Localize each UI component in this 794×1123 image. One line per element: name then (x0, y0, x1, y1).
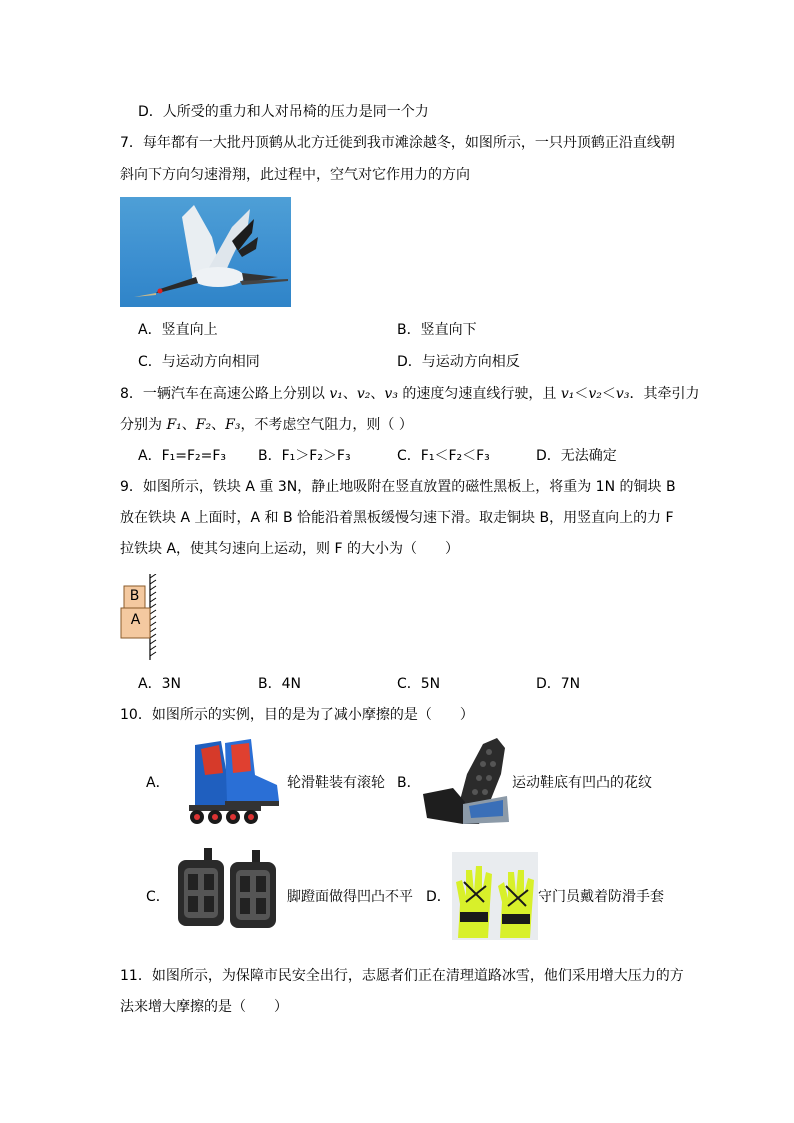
q6-option-d: D．人所受的重力和人对吊椅的压力是同一个力 (138, 104, 429, 120)
q10-stem: 10．如图所示的实例，目的是为了减小摩擦的是（ ） (120, 707, 474, 723)
q11-stem-line1: 11．如图所示，为保障市民安全出行，志愿者们正在清理道路冰雪，他们采用增大压力的方 (120, 968, 684, 984)
q10-option-a-letter: A． (146, 775, 170, 791)
q10-option-c-letter: C． (146, 889, 170, 905)
q8-option-a: A．F₁=F₂=F₃ (138, 448, 227, 464)
q7-option-c: C．与运动方向相同 (138, 354, 260, 370)
block-a-label: A (130, 612, 141, 628)
gloves-photo (452, 852, 538, 940)
q7-option-d: D．与运动方向相反 (397, 354, 520, 370)
crane-photo (120, 197, 291, 307)
q9-stem-line2: 放在铁块 A 上面时，A 和 B 恰能沿着黑板缓慢匀速下滑。取走铜块 B，用竖直向上的力 F (120, 510, 674, 526)
q8-stem-line1: 8．一辆汽车在高速公路上分别以 v₁、v₂、v₃ 的速度匀速直线行驶，且 v₁＜v₂＜v₃．其牵引力 (120, 386, 700, 402)
bicycle-pedal-icon (174, 848, 280, 932)
pedal-image (174, 848, 280, 932)
q7-stem-line1: 7．每年都有一大批丹顶鹤从北方迁徙到我市滩涂越冬，如图所示，一只丹顶鹤正沿直线朝 (120, 135, 675, 151)
q10-option-d-letter: D． (426, 889, 451, 905)
roller-skate-icon (175, 735, 281, 827)
q10-option-b-text: 运动鞋底有凹凸的花纹 (512, 775, 652, 791)
sneaker-image (423, 734, 511, 828)
q9-stem-line3: 拉铁块 A，使其匀速向上运动，则 F 的大小为（ ） (120, 541, 459, 557)
q10-option-d-text: 守门员戴着防滑手套 (538, 889, 664, 905)
q9-option-d: D．7N (536, 676, 581, 692)
q10-option-c-text: 脚蹬面做得凹凸不平 (287, 889, 413, 905)
q10-option-b-letter: B． (397, 775, 421, 791)
q11-stem-line2: 法来增大摩擦的是（ ） (120, 999, 288, 1015)
q8-option-c: C．F₁＜F₂＜F₃ (397, 448, 490, 464)
q9-block-figure (120, 574, 165, 662)
q7-option-a: A．竖直向上 (138, 322, 218, 338)
q9-option-c: C．5N (397, 676, 441, 692)
q8-stem-line2: 分别为 F₁、F₂、F₃，不考虑空气阻力，则（ ） (120, 417, 413, 433)
q7-stem-line2: 斜向下方向匀速滑翔，此过程中，空气对它作用力的方向 (120, 167, 470, 183)
q10-option-a-text: 轮滑鞋装有滚轮 (287, 775, 385, 791)
q9-option-b: B．4N (258, 676, 301, 692)
q7-option-b: B．竖直向下 (397, 322, 477, 338)
crane-illustration (120, 197, 291, 307)
q8-option-d: D．无法确定 (536, 448, 617, 464)
q9-stem-line1: 9．如图所示，铁块 A 重 3N，静止地吸附在竖直放置的磁性黑板上，将重为 1N 的铜块 B (120, 479, 676, 495)
goalkeeper-gloves-icon (452, 852, 538, 940)
block-b-label: B (129, 588, 140, 604)
roller-skate-image (175, 735, 281, 827)
sneaker-sole-icon (423, 734, 511, 828)
q9-option-a: A．3N (138, 676, 181, 692)
q8-option-b: B．F₁＞F₂＞F₃ (258, 448, 351, 464)
